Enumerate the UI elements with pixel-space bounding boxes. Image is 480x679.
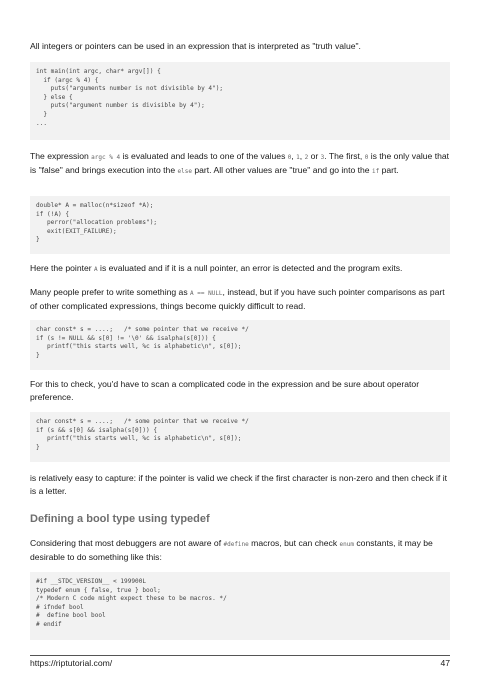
inline-code: enum [339, 541, 354, 548]
text: is evaluated and if it is a null pointer, an error is detected and the program exits. [97, 263, 403, 273]
code-bool-text: #if __STDC_VERSION__ < 199900L typedef enum { false, true } bool; /* Modern C code might expect these to be macros. */ # ifndef bool # define bool bool # endif [36, 578, 227, 628]
code-block-complicated [30, 320, 450, 370]
code-main-text: int main(int argc, char* argv[]) { if (argc % 4) { puts("arguments number is not divisible by 4"); } else { puts("argument number is divisible by 4"); } ... [36, 68, 224, 127]
code-block-bool-typedef [30, 572, 450, 640]
inline-code: 0 [364, 154, 369, 161]
text: part. All other values are "true" and go into the [191, 165, 372, 175]
section-heading: Defining a bool type using typedef [30, 513, 210, 525]
paragraph-null-comparison [30, 286, 450, 313]
text: Many people prefer to write something as [30, 287, 191, 297]
inline-code: A [94, 266, 98, 273]
paragraph-easy-capture: is relatively easy to capture: if the pointer is valid we check if the first character is non-zero and then check if it is a letter. [30, 473, 447, 496]
paragraph-expression [30, 150, 450, 178]
text: . The first, [324, 151, 365, 161]
text: The expression [30, 151, 92, 161]
inline-code: 1 [296, 154, 300, 161]
paragraph-truth-value: All integers or pointers can be used in an expression that is interpreted as "truth value". [30, 41, 361, 51]
inline-code: argc % 4 [91, 154, 121, 161]
inline-code: A == NULL [190, 290, 223, 297]
text: Here the pointer [30, 263, 95, 273]
text: , instead, but if you have such pointer comparisons as part of other complicated expressions, things become quickly difficult to read. [30, 287, 445, 311]
inline-code: if [371, 168, 380, 175]
footer-divider [30, 655, 450, 656]
text: or [308, 151, 321, 161]
code-block-simple [30, 412, 450, 462]
inline-code: 0 [287, 154, 292, 161]
inline-code: 2 [304, 154, 309, 161]
text: , [299, 151, 305, 161]
text: macros, but can check [248, 538, 340, 548]
code-malloc-text: double* A = malloc(n*sizeof *A); if (!A) { perror("allocation problems"); exit(EXIT_FAILURE); } [36, 202, 158, 244]
inline-code: #define [223, 541, 249, 548]
code-block-main [30, 62, 450, 140]
text: Considering that most debuggers are not aware of [30, 538, 224, 548]
paragraph-pointer-evaluated [30, 262, 450, 276]
text: is evaluated and leads to one of the values [120, 151, 288, 161]
footer-url-link[interactable]: https://riptutorial.com/ [30, 658, 113, 668]
page-number: 47 [440, 658, 450, 668]
text: is the only value that is "false" and brings execution into the [30, 151, 450, 175]
text: part. [379, 165, 399, 175]
paragraph-debuggers [30, 537, 450, 564]
text: , [291, 151, 297, 161]
paragraph-scan-check: For this to check, you'd have to scan a complicated code in the expression and be sure about operator preference. [30, 379, 420, 402]
inline-code: else [177, 168, 192, 175]
code-block-malloc [30, 196, 450, 254]
code-simple-text: char const* s = ....; /* some pointer that we receive */ if (s && s[0] && isalpha(s[0])) { printf("this starts well, %c is alphabetic\n", s[0]); } [36, 418, 249, 451]
inline-code: 3 [320, 154, 325, 161]
text: constants, it may be desirable to do something like this: [30, 538, 433, 562]
code-complicated-text: char const* s = ....; /* some pointer that we receive */ if (s != NULL && s[0] != '\0' && isalpha(s[0])) { printf("this starts well, %c is alphabetic\n", s[0]); } [36, 326, 249, 359]
